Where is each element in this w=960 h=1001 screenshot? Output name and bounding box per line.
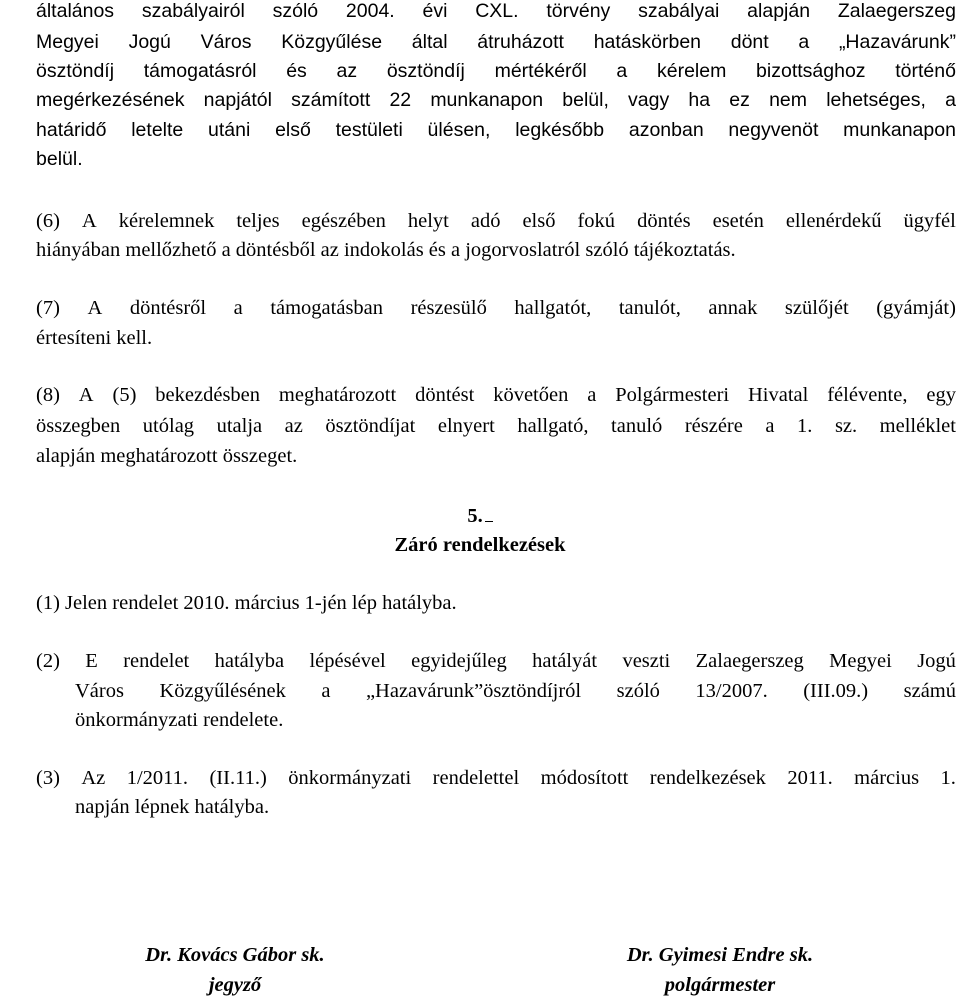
intro-line	[36, 33, 956, 53]
word: hallgatót,	[514, 297, 592, 319]
word: kérelemnek	[118, 210, 215, 232]
word: 13/2007.	[695, 680, 768, 702]
word: rendelkezések	[649, 767, 766, 789]
paragraph-6-last-line: hiányában mellőzhető a döntésből az indokolás és a jogorvoslatról szóló tájékoztatás.	[36, 239, 736, 261]
word: önkormányzati	[288, 767, 412, 789]
word: történő	[895, 60, 956, 82]
word: törvény	[546, 0, 611, 22]
word: utólag	[142, 415, 195, 437]
word: hatályát	[532, 650, 598, 672]
word: munkanapon	[430, 89, 544, 111]
word: (II.11.)	[209, 767, 267, 789]
word: szülőjét	[784, 297, 849, 319]
closing-item-2-line	[75, 681, 956, 702]
word: ösztöndíj	[386, 60, 465, 82]
word: „Hazavárunk”ösztöndíjról	[365, 680, 582, 702]
word: 22	[389, 89, 412, 111]
word: tanulót,	[618, 297, 681, 319]
word: utalja	[216, 415, 263, 437]
word: a	[798, 31, 810, 53]
intro-line	[36, 91, 956, 111]
word: a	[616, 60, 628, 82]
word: letelte	[131, 119, 184, 141]
word: annak	[708, 297, 758, 319]
word: meghatározott	[278, 384, 397, 406]
word: melléklet	[879, 415, 956, 437]
word: Az	[81, 767, 106, 789]
word: által	[411, 31, 448, 53]
word: egészében	[301, 210, 386, 232]
paragraph-6-line	[36, 211, 956, 232]
word: E	[85, 650, 98, 672]
word: vagy	[628, 89, 670, 111]
word: 2004.	[345, 0, 395, 22]
word: fokú	[577, 210, 616, 232]
word: dönt	[730, 31, 769, 53]
intro-line	[36, 121, 956, 141]
word: veszti	[622, 650, 671, 672]
word: egyidejűleg	[411, 650, 507, 672]
word: a	[587, 384, 597, 406]
word: a	[765, 415, 775, 437]
intro-line	[36, 62, 956, 82]
word: március	[854, 767, 920, 789]
word: Zalaegerszeg	[837, 0, 956, 22]
word: kérelem	[656, 60, 727, 82]
word: 2011.	[787, 767, 833, 789]
word: napjától	[203, 89, 272, 111]
word: számú	[903, 680, 956, 702]
word: szóló	[616, 680, 660, 702]
word: A	[87, 297, 103, 319]
word: első	[522, 210, 556, 232]
word: negyvenöt	[728, 119, 819, 141]
word: első	[275, 119, 311, 141]
word: félévente,	[827, 384, 908, 406]
paragraph-7-line	[36, 298, 956, 319]
word: Jogú	[917, 650, 956, 672]
word: megérkezésének	[36, 89, 185, 111]
word: ha	[688, 89, 711, 111]
word: lehetséges,	[826, 89, 926, 111]
word: döntést	[415, 384, 475, 406]
word: legkésőbb	[515, 119, 605, 141]
signature-right-name: Dr. Gyimesi Endre sk.	[626, 944, 814, 966]
word: a	[945, 89, 956, 111]
word: ösztöndíj	[36, 60, 115, 82]
word: egy	[926, 384, 956, 406]
word: 1.	[940, 767, 956, 789]
word: általános	[36, 0, 115, 22]
word: ügyfél	[903, 210, 956, 232]
word: sz.	[834, 415, 858, 437]
word: „Hazavárunk”	[838, 31, 956, 53]
signature-left-title: jegyző	[208, 974, 262, 996]
word: hatályba	[214, 650, 285, 672]
paragraph-8-line	[36, 385, 956, 406]
intro-line	[36, 2, 956, 22]
closing-item-3-line	[36, 768, 956, 789]
closing-item-2-last-line: önkormányzati rendelete.	[75, 709, 284, 731]
paragraph-7-last-line: értesíteni kell.	[36, 327, 153, 349]
closing-item-2-line	[36, 651, 956, 672]
word: Közgyűlésének	[159, 680, 286, 702]
paragraph-8-last-line: alapján meghatározott összeget.	[36, 445, 298, 467]
word: támogatásról	[143, 60, 257, 82]
word: évi	[422, 0, 448, 22]
word: Zalaegerszeg	[695, 650, 804, 672]
word: (8)	[36, 384, 60, 406]
closing-item-1: (1) Jelen rendelet 2010. március 1-jén lép hatályba.	[36, 592, 457, 614]
word: bizottsághoz	[756, 60, 866, 82]
word: (gyámját)	[876, 297, 956, 319]
word: ülésen,	[427, 119, 491, 141]
word: (2)	[36, 650, 60, 672]
word: (III.09.)	[803, 680, 869, 702]
word: rendelet	[123, 650, 190, 672]
word: az	[284, 415, 303, 437]
word: azonban	[628, 119, 704, 141]
word: az	[336, 60, 358, 82]
word: összegben	[36, 415, 121, 437]
word: CXL.	[475, 0, 519, 22]
word: belül,	[562, 89, 609, 111]
word: munkanapon	[843, 119, 956, 141]
word: a	[321, 680, 331, 702]
word: (6)	[36, 210, 60, 232]
word: Jogú	[128, 31, 171, 53]
word: rendelettel	[432, 767, 520, 789]
word: (3)	[36, 767, 60, 789]
word: adó	[470, 210, 501, 232]
word: alapján	[747, 0, 811, 22]
word: hallgató,	[517, 415, 589, 437]
word: Város	[75, 680, 124, 702]
word: ellenérdekű	[785, 210, 882, 232]
word: számított	[291, 89, 371, 111]
word: szabályai	[638, 0, 720, 22]
word: Megyei	[36, 31, 99, 53]
word: utáni	[208, 119, 251, 141]
paragraph-8-line	[36, 416, 956, 437]
word: döntés	[637, 210, 691, 232]
section-number: 5.	[0, 506, 960, 527]
word: ösztöndíjat	[325, 415, 416, 437]
word: átruházott	[477, 31, 564, 53]
word: A	[81, 210, 97, 232]
word: részesülő	[410, 297, 487, 319]
word: Közgyűlése	[281, 31, 383, 53]
word: helyt	[407, 210, 449, 232]
word: esetén	[712, 210, 764, 232]
word: (5)	[112, 384, 137, 406]
word: teljes	[236, 210, 280, 232]
word: testületi	[335, 119, 403, 141]
section-title: Záró rendelkezések	[394, 534, 566, 556]
word: követően	[493, 384, 569, 406]
word: tanuló	[611, 415, 663, 437]
word: A	[78, 384, 94, 406]
underline-mark	[485, 509, 493, 522]
word: ez	[729, 89, 750, 111]
word: módosított	[540, 767, 629, 789]
word: részére	[684, 415, 743, 437]
word: hatáskörben	[593, 31, 702, 53]
word: Város	[200, 31, 252, 53]
word: mértékéről	[494, 60, 587, 82]
word: 1.	[797, 415, 813, 437]
word: Megyei	[829, 650, 892, 672]
word: és	[286, 60, 307, 82]
intro-last-line: belül.	[36, 148, 83, 170]
word: a	[233, 297, 243, 319]
word: Polgármesteri	[615, 384, 730, 406]
word: szóló	[272, 0, 319, 22]
word: határidő	[36, 119, 107, 141]
word: 1/2011.	[126, 767, 189, 789]
signature-right-title: polgármester	[664, 974, 776, 996]
word: bekezdésben	[155, 384, 261, 406]
word: nem	[769, 89, 808, 111]
word: (7)	[36, 297, 60, 319]
word: elnyert	[437, 415, 495, 437]
word: lépésével	[309, 650, 386, 672]
signature-left-name: Dr. Kovács Gábor sk.	[145, 944, 325, 966]
closing-item-3-last-line: napján lépnek hatályba.	[75, 796, 270, 818]
word: támogatásban	[270, 297, 384, 319]
word: Hivatal	[748, 384, 809, 406]
word: szabályairól	[141, 0, 245, 22]
word: döntésről	[129, 297, 207, 319]
